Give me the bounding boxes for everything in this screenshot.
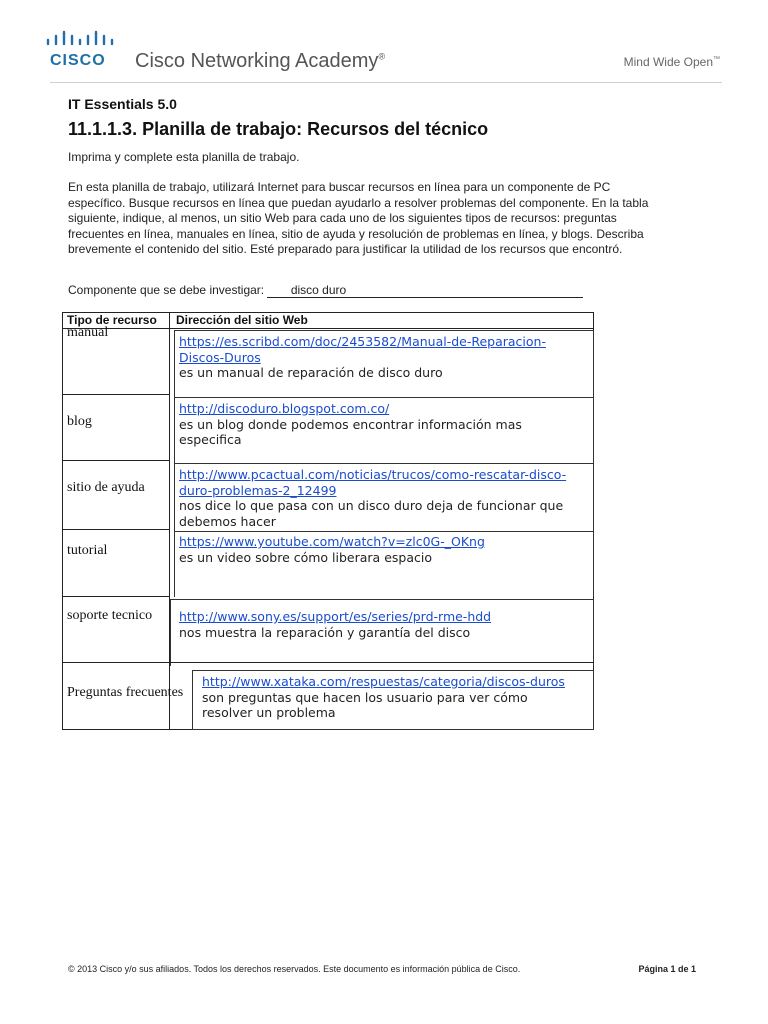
- cell-help-site-content: [179, 467, 566, 529]
- component-value: disco duro: [290, 283, 347, 297]
- desc-help-site-line2: debemos hacer: [179, 513, 276, 529]
- cell-blog-content: [179, 401, 522, 448]
- intro-text: Imprima y complete esta planilla de trabajo.: [68, 150, 300, 164]
- academy-name: Cisco Networking Academy®: [135, 50, 386, 72]
- link-tutorial[interactable]: https://www.youtube.com/watch?v=zlc0G-_OKng: [179, 534, 485, 549]
- desc-faq-line2: resolver un problema: [202, 705, 336, 720]
- component-label: Componente que se debe investigar:: [68, 283, 265, 297]
- link-tech-support[interactable]: http://www.sony.es/support/es/series/prd-rme-hdd: [179, 609, 492, 624]
- link-manual[interactable]: https://es.scribd.com/doc/2453582/Manual-de-Reparacion- Discos-Duros: [179, 334, 546, 365]
- row-divider: [62, 394, 170, 395]
- table-header-divider: [62, 328, 594, 329]
- row-type-faq: Preguntas frecuentes: [67, 685, 184, 700]
- link-blog[interactable]: http://discoduro.blogspot.com.co/: [179, 401, 390, 416]
- component-line: [68, 283, 583, 298]
- link-help-site[interactable]: http://www.pcactual.com/noticias/trucos/como-rescatar-disco- duro-problemas-2_12499: [179, 467, 567, 498]
- cell-faq-content: [202, 674, 565, 721]
- row-divider: [62, 529, 170, 530]
- desc-faq-line1: son preguntas que hacen los usuario para ver cómo: [202, 689, 528, 705]
- footer-copyright: © 2013 Cisco y/o sus afiliados. Todos los derechos reservados. Este documento es información pública de Cisco.: [68, 964, 521, 974]
- row-type-tech-support: soporte tecnico: [67, 608, 153, 623]
- row-type-tutorial: tutorial: [67, 543, 108, 558]
- row-type-help-site: sitio de ayuda: [67, 480, 145, 495]
- table-border-left: [62, 312, 63, 730]
- table-column-divider: [169, 312, 170, 730]
- cisco-wordmark: CISCO: [50, 52, 106, 69]
- component-answer-field[interactable]: [267, 283, 582, 298]
- resources-table: [62, 312, 594, 730]
- desc-blog-line2: especifica: [179, 432, 242, 447]
- tagline: Mind Wide Open™: [623, 55, 720, 69]
- row-type-manual: manual: [67, 325, 109, 340]
- header-resource-type: Tipo de recurso: [67, 313, 157, 327]
- page-title: 11.1.1.3. Planilla de trabajo: Recursos del técnico: [68, 119, 489, 139]
- desc-manual: es un manual de reparación de disco duro: [179, 365, 443, 380]
- cell-tech-support-content: [179, 609, 491, 640]
- course-name: IT Essentials 5.0: [68, 96, 177, 112]
- desc-tutorial: es un video sobre cómo liberara espacio: [179, 549, 432, 565]
- cell-manual-content: [179, 334, 546, 381]
- desc-help-site-line1: nos dice lo que pasa con un disco duro deja de funcionar que: [179, 498, 564, 513]
- row-type-blog: blog: [67, 414, 92, 429]
- link-faq[interactable]: http://www.xataka.com/respuestas/categoria/discos-duros: [202, 674, 565, 689]
- row-divider: [62, 460, 170, 461]
- desc-blog-line1: es un blog donde podemos encontrar información mas: [179, 416, 522, 432]
- cell-tutorial-content: [179, 534, 485, 565]
- row-divider: [62, 596, 170, 597]
- row-divider: [62, 662, 594, 663]
- page-header: [0, 0, 768, 80]
- header-website: Dirección del sitio Web: [176, 313, 308, 327]
- instructions-paragraph: En esta planilla de trabajo, utilizará Internet para buscar recursos en línea para un componente de PC específico. Busque recursos en línea que puedan ayudarlo a resolver problemas del componente. En la tabla siguiente, indique, al menos, un sitio Web para cada uno de los siguientes tipos de recursos: preguntas frecuentes en línea, manuales en línea, sitio de ayuda y resolución de problemas en línea, y blogs. Describa brevemente el contenido del sitio. Esté preparado para justificar la utilidad de los recursos que encontró.: [68, 180, 649, 256]
- header-divider: [50, 82, 722, 83]
- desc-tech-support: nos muestra la reparación y garantía del disco: [179, 624, 471, 640]
- footer-page-number: Página 1 de 1: [638, 964, 696, 974]
